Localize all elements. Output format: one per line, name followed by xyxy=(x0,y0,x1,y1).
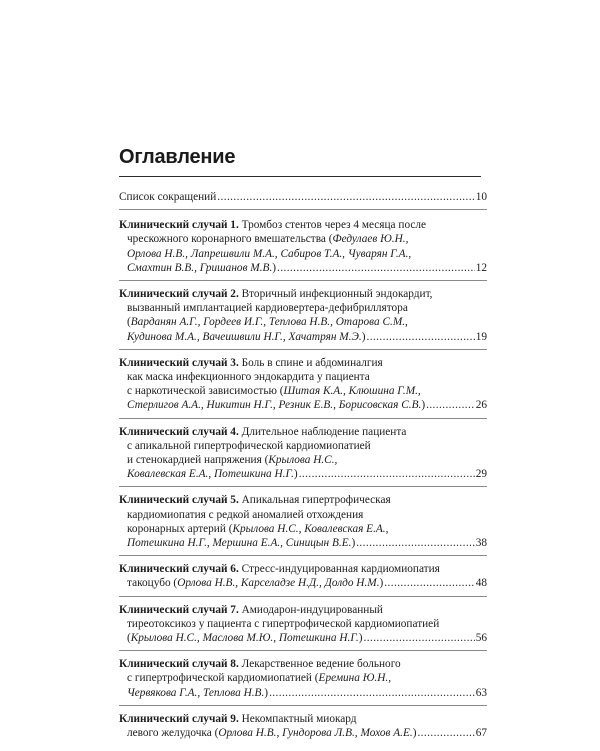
case-authors-line: Смахтин В.В., Гришанов М.В. xyxy=(127,261,273,274)
toc-page-number: 19 xyxy=(475,330,487,343)
case-title-line: Боль в спине и абдоминалгия xyxy=(241,356,383,369)
closing-paren: ) xyxy=(421,399,426,412)
page-title: Оглавление xyxy=(119,146,236,168)
case-authors-line: Ковалевская Е.А., Потешкина Н.Г. xyxy=(127,468,294,481)
case-label: Клинический случай 7. xyxy=(119,603,239,616)
case-label: Клинический случай 8. xyxy=(119,658,239,671)
leader-dots xyxy=(217,190,474,204)
toc-entry-title: Список сокращений xyxy=(119,191,217,203)
case-authors-line: Орлова Н.В., Гундорова Л.В., Мохов А.Е. xyxy=(218,727,413,740)
heading-divider xyxy=(119,176,481,177)
case-label: Клинический случай 4. xyxy=(119,425,239,438)
toc-page-number: 67 xyxy=(475,727,487,740)
leader-dots xyxy=(426,398,475,412)
toc-entry-case-3[interactable] xyxy=(119,356,487,419)
toc-entry-case-7[interactable] xyxy=(119,603,487,652)
case-authors-line: Крылова Н.С., Маслова М.Ю., Потешкина Н.Г. xyxy=(130,632,359,645)
case-label: Клинический случай 6. xyxy=(119,563,239,576)
toc-page-number: 12 xyxy=(475,261,487,274)
closing-paren: ) xyxy=(272,261,277,274)
leader-dots xyxy=(364,631,475,645)
case-title-line: вызванный имплантацией кардиовертера-дефибриллятора xyxy=(127,302,408,315)
case-authors-line: Крылова Н.С., xyxy=(268,454,338,467)
case-title-line: тиреотоксикоз у пациента с гипертрофической кардиомиопатией xyxy=(127,617,440,630)
case-title-line: Тромбоз стентов через 4 месяца после xyxy=(241,219,427,232)
case-title-line: с наркотической зависимостью ( xyxy=(127,385,284,398)
case-authors-line: Шитая К.А., Клюшина Г.М., xyxy=(283,385,421,398)
leader-dots xyxy=(366,330,474,344)
case-label: Клинический случай 9. xyxy=(119,712,239,725)
case-authors-line: Крылова Н.С., Ковалевская Е.А., xyxy=(232,522,389,535)
toc-entry-case-4[interactable] xyxy=(119,425,487,488)
case-authors-line: Федулаев Ю.Н., xyxy=(332,233,409,246)
case-authors-line: Орлова Н.В., Карселадзе Н.Д., Долдо Н.М. xyxy=(177,577,380,590)
case-title-line: левого желудочка ( xyxy=(127,727,219,740)
leader-dots xyxy=(277,261,475,275)
case-label: Клинический случай 3. xyxy=(119,356,239,369)
leader-dots xyxy=(299,467,475,481)
leader-dots xyxy=(384,576,474,590)
leader-dots xyxy=(417,726,474,740)
closing-paren: ) xyxy=(361,330,366,343)
case-title-line: с гипертрофической кардиомиопатией ( xyxy=(127,672,319,685)
case-title-line: Амиодарон-индуцированный xyxy=(241,603,383,616)
case-title-line: Лекарственное ведение больного xyxy=(241,658,401,671)
toc-entry-abbreviations[interactable] xyxy=(119,190,487,210)
toc-page-number: 48 xyxy=(475,577,487,590)
case-title-line: коронарных артерий ( xyxy=(127,522,233,535)
toc-page-number: 29 xyxy=(475,468,487,481)
toc-page-number: 56 xyxy=(475,632,487,645)
closing-paren: ) xyxy=(264,686,269,699)
case-authors-line: Орлова Н.В., Лапрешвили М.А., Сабиров Т.А., Чуварян Г.А., xyxy=(127,247,412,260)
closing-paren: ) xyxy=(379,577,384,590)
toc-entry-case-6[interactable] xyxy=(119,562,487,596)
toc-page-number: 26 xyxy=(475,399,487,412)
case-title-line: как маска инфекционного эндокардита у пациента xyxy=(127,371,370,384)
closing-paren: ) xyxy=(293,468,298,481)
case-authors-line: Потешкина Н.Г., Мершина Е.А., Синицын В.Е. xyxy=(127,537,352,550)
case-authors-line: Варданян А.Г., Гордеев И.Г., Теплова Н.В., Отарова С.М., xyxy=(130,316,408,329)
toc-entry-case-1[interactable] xyxy=(119,218,487,281)
case-label: Клинический случай 5. xyxy=(119,494,239,507)
leader-dots xyxy=(269,686,475,700)
case-label: Клинический случай 1. xyxy=(119,219,239,232)
case-title-line: Длительное наблюдение пациента xyxy=(241,425,407,438)
case-label: Клинический случай 2. xyxy=(119,288,239,301)
case-title-line: такоцубо ( xyxy=(127,577,178,590)
case-title-line: Вторичный инфекционный эндокардит, xyxy=(241,288,433,301)
case-authors-line: Еремина Ю.Н., xyxy=(318,672,392,685)
leader-dots xyxy=(356,536,475,550)
case-title-line: ( xyxy=(127,316,131,329)
closing-paren: ) xyxy=(351,537,356,550)
case-title-line: Стресс-индуцированная кардиомиопатия xyxy=(241,563,440,576)
case-title-line: Некомпактный миокард xyxy=(241,712,357,725)
toc-entry-case-9[interactable] xyxy=(119,712,487,745)
case-title-line: ( xyxy=(127,632,131,645)
toc-entry-case-5[interactable] xyxy=(119,493,487,556)
case-authors-line: Кудинова М.А., Вачеишвили Н.Г., Хачатрян М.Э. xyxy=(127,330,362,343)
toc-page-number: 63 xyxy=(475,686,487,699)
table-of-contents xyxy=(119,190,487,751)
case-title-line: чрескожного коронарного вмешательства ( xyxy=(127,233,333,246)
case-title-line: кардиомиопатия с редкой аномалией отхождения xyxy=(127,508,364,521)
case-title-line: и стенокардией напряжения ( xyxy=(127,454,269,467)
toc-page-number: 10 xyxy=(475,191,487,203)
toc-entry-case-8[interactable] xyxy=(119,657,487,706)
toc-page-number: 38 xyxy=(475,537,487,550)
closing-paren: ) xyxy=(358,632,363,645)
closing-paren: ) xyxy=(412,727,417,740)
case-title-line: Апикальная гипертрофическая xyxy=(241,494,391,507)
toc-entry-case-2[interactable] xyxy=(119,287,487,350)
case-authors-line: Стерлигов А.А., Никитин Н.Г., Резник Е.В., Борисовская С.В. xyxy=(127,399,422,412)
case-title-line: с апикальной гипертрофической кардиомиопатией xyxy=(127,439,371,452)
case-authors-line: Червякова Г.А., Теплова Н.В. xyxy=(127,686,265,699)
